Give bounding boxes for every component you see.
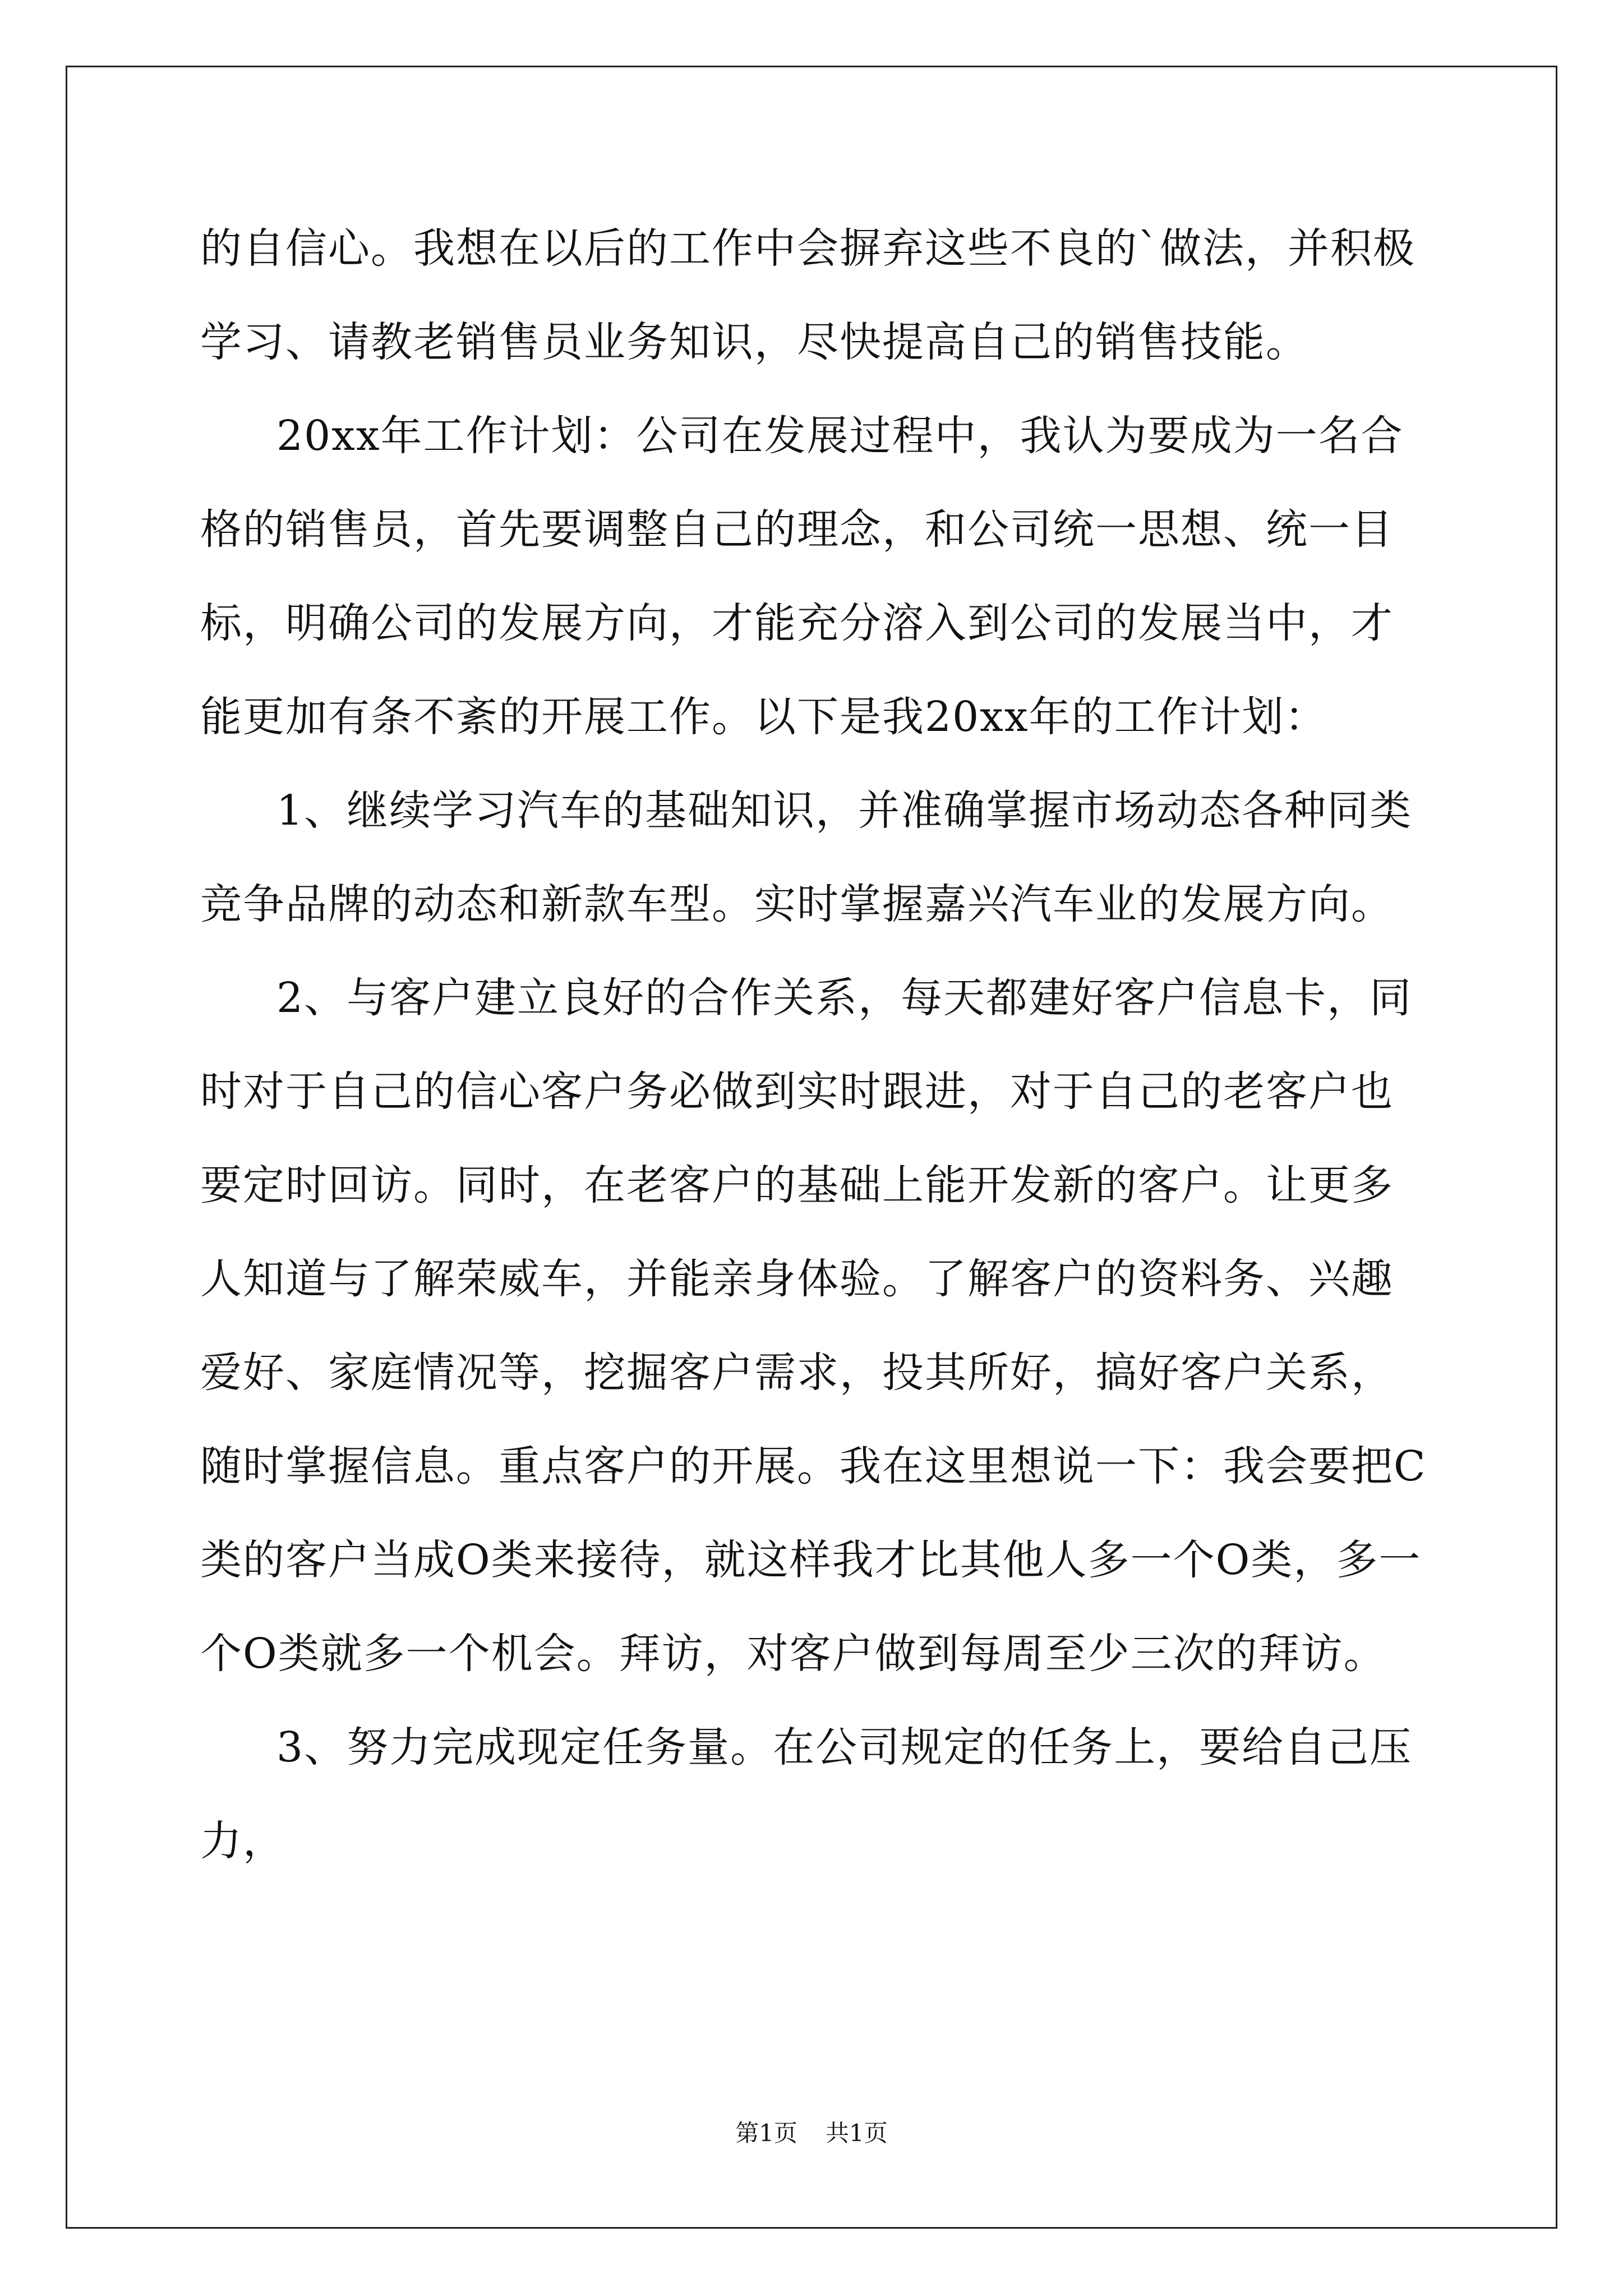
page-footer bbox=[0, 2115, 1623, 2148]
paragraph-3: 1、继续学习汽车的基础知识，并准确掌握市场动态各种同类竞争品牌的动态和新款车型。实时掌握嘉兴汽车业的发展方向。 bbox=[200, 786, 1413, 928]
paragraph-4: 2、与客户建立良好的合作关系，每天都建好客户信息卡，同时对于自己的信心客户务必做到实时跟进，对于自己的老客户也要定时回访。同时，在老客户的基础上能开发新的客户。让更多人知道与了解荣威车，并能亲身体验。了解客户的资料务、兴趣爱好、家庭情况等，挖掘客户需求，投其所好，搞好客户关系，随时掌握信息。重点客户的开展。我在这里想说一下：我会要把C类的客户当成O类来接待，就这样我才比其他人多一个O类，多一个O类就多一个机会。拜访，对客户做到每周至少三次的拜访。 bbox=[200, 974, 1427, 1678]
page-total: 共1页 bbox=[826, 2119, 888, 2147]
document-body bbox=[200, 202, 1434, 1888]
page-number: 第1页 bbox=[735, 2119, 797, 2147]
paragraph-2: 20xx年工作计划：公司在发展过程中，我认为要成为一名合格的销售员，首先要调整自己的理念，和公司统一思想、统一目标，明确公司的发展方向，才能充分溶入到公司的发展当中，才能更加有条不紊的开展工作。以下是我20xx年的工作计划： bbox=[200, 412, 1404, 741]
paragraph-5: 3、努力完成现定任务量。在公司规定的任务上，要给自己压力， bbox=[200, 1723, 1413, 1865]
paragraph-1: 的自信心。我想在以后的工作中会摒弃这些不良的`做法，并积极学习、请教老销售员业务知识，尽快提高自己的销售技能。 bbox=[200, 224, 1415, 366]
